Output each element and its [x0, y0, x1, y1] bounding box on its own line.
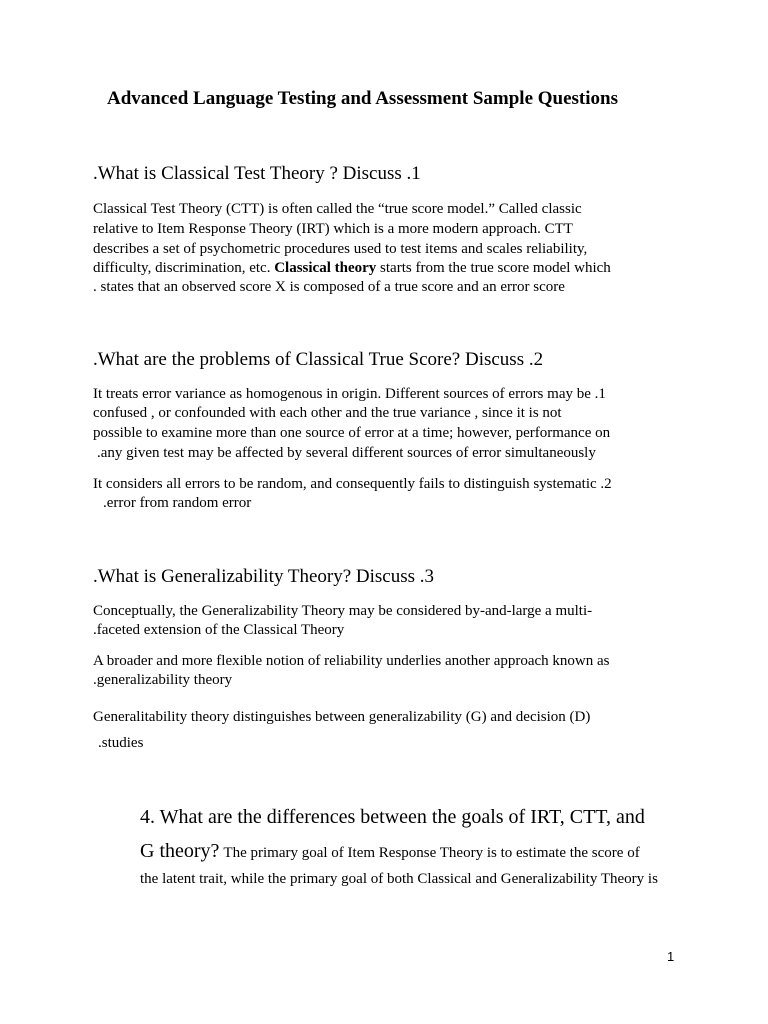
q3-para1-line-2: .faceted extension of the Classical Theory [93, 622, 345, 638]
q3-para3-line-1: Generalitability theory distinguishes between generalizability (G) and decision (D) [93, 709, 591, 725]
q4-inline-text: The primary goal of Item Response Theory is to estimate the score of [223, 845, 640, 861]
q4-line-3: the latent trait, while the primary goal of both Classical and Generalizability Theory is [140, 871, 658, 887]
q1-bold-term: Classical theory [274, 260, 377, 276]
q2-item1-line-3: possible to examine more than one source of error at a time; however, performance on [93, 425, 611, 441]
question-2-heading: .What are the problems of Classical True Score? Discuss .2 [93, 349, 544, 370]
q2-item1-line-2: confused , or confounded with each other and the true variance , since it is not [93, 405, 562, 421]
q2-item2-line-2: .error from random error [103, 495, 252, 511]
q3-para3-line-2: .studies [98, 735, 144, 751]
question-4-heading: 4. What are the differences between the goals of IRT, CTT, and [140, 806, 645, 828]
question-1-heading: .What is Classical Test Theory ? Discuss .1 [93, 163, 421, 184]
q3-para1-line-1: Conceptually, the Generalizability Theory may be considered by-and-large a multi- [93, 603, 593, 619]
q1-line-2: relative to Item Response Theory (IRT) which is a more modern approach. CTT [93, 221, 573, 237]
q1-line-3: describes a set of psychometric procedures used to test items and scales reliability, [93, 241, 588, 257]
q1-line-4-text: difficulty, discrimination, etc. [93, 260, 271, 276]
q1-line-1: Classical Test Theory (CTT) is often called the “true score model.” Called classic [93, 201, 582, 217]
q1-line-4 [93, 260, 611, 277]
q2-item1-line-1: It treats error variance as homogenous in origin. Different sources of errors may be .1 [93, 386, 606, 402]
page-number: 1 [667, 949, 675, 964]
q1-line-5: . states that an observed score X is composed of a true score and an error score [93, 279, 565, 295]
question-3-heading: .What is Generalizability Theory? Discuss .3 [93, 566, 435, 587]
q3-para2-line-1: A broader and more flexible notion of reliability underlies another approach known as [93, 653, 610, 669]
q4-line-2 [140, 840, 640, 863]
q4-heading-cont: G theory? [140, 840, 220, 862]
q1-line-4-rest: starts from the true score model which [380, 260, 611, 276]
q2-item1-line-4: .any given test may be affected by several different sources of error simultaneously [97, 445, 596, 461]
q3-para2-line-2: .generalizability theory [93, 672, 233, 688]
page-title: Advanced Language Testing and Assessment Sample Questions [107, 88, 618, 109]
q2-item2-line-1: It considers all errors to be random, and consequently fails to distinguish systematic .2 [93, 476, 612, 492]
